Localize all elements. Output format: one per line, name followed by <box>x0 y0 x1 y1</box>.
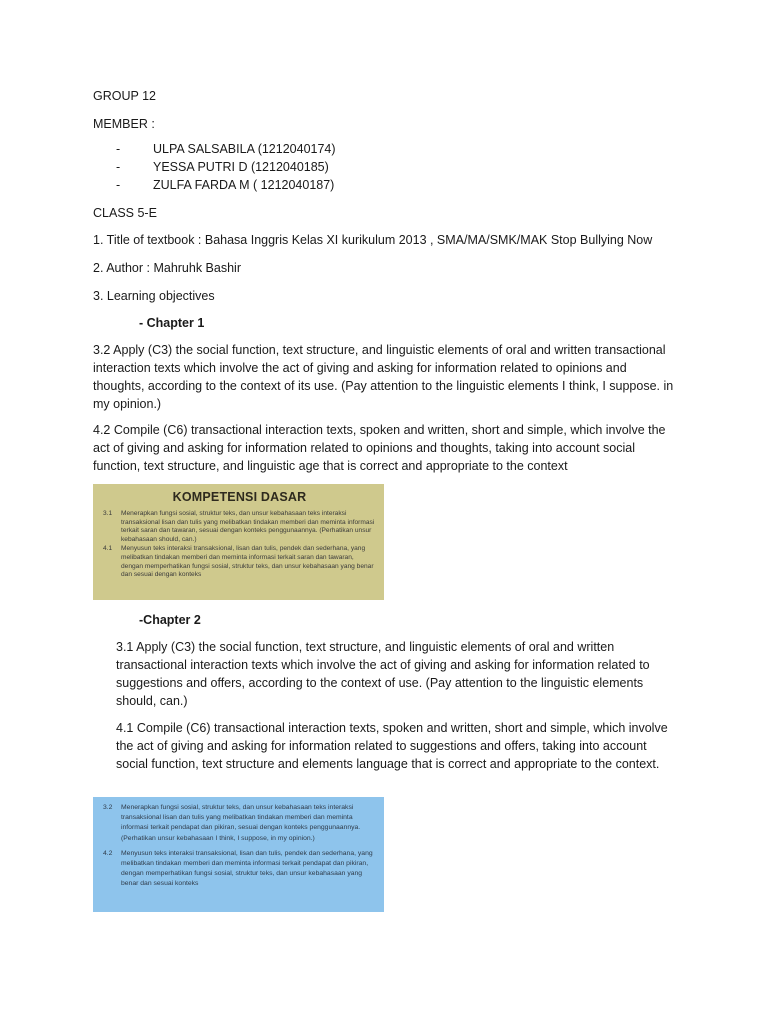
chapter2-heading: -Chapter 2 <box>139 613 201 627</box>
member-list <box>93 140 336 194</box>
objectives-heading: 3. Learning objectives <box>93 289 215 303</box>
kompetensi-dasar-header: KOMPETENSI DASAR <box>172 490 307 504</box>
bullet-dash: - <box>116 160 121 174</box>
member-name: ZULFA FARDA M ( 1212040187) <box>153 178 335 192</box>
list-item <box>93 176 336 194</box>
kd-row <box>103 545 376 579</box>
kd-text: Menerapkan fungsi sosial, struktur teks, dan unsur kebahasaan teks interaksi transaksional lisan dan tulis yang melibatkan tindakan memberi dan meminta informasi terkait pendapat dan pikiran, sesuai dengan konteks penggunaannya. (Perhatikan unsur kebahasaan I think, I suppose, in my opinion.) <box>121 804 361 842</box>
kd-text: Menerapkan fungsi sosial, struktur teks, dan unsur kebahasaan teks interaksi transaksional lisan dan tulis yang melibatkan tindakan memberi dan meminta informasi terkait saran dan tawaran, sesuai dengan konteks penggunaannya. (Perhatikan unsur kebahasaan should, can.) <box>121 510 375 543</box>
kd-number: 4.2 <box>103 849 113 857</box>
kd-text: Menyusun teks interaksi transaksional, lisan dan tulis, pendek dan sederhana, yang melibatkan tindakan memberi dan meminta informasi terkait saran dan tawaran, dengan memperhatikan fungsi sosial, struktur teks, dan unsur kebahasaan yang benar dan sesuai dengan konteks <box>121 545 374 579</box>
kd-number: 3.2 <box>103 804 113 811</box>
kompetensi-dasar-image-2 <box>93 797 384 912</box>
bullet-dash: - <box>116 178 121 192</box>
list-item <box>93 158 336 176</box>
kd-row <box>103 510 376 544</box>
chapter2-objective-3-1: 3.1 Apply (C3) the social function, text structure, and linguistic elements of oral and written transactional interaction texts which involve the act of giving and asking for information related to suggestions and offers, according to the context of use. (Pay attention to the linguistic elements should, can.) <box>116 640 650 708</box>
bullet-dash: - <box>116 142 121 156</box>
list-item <box>93 140 336 158</box>
member-name: ULPA SALSABILA (1212040174) <box>153 142 336 156</box>
class-label: CLASS 5-E <box>93 206 157 220</box>
kompetensi-dasar-image-1 <box>93 484 384 600</box>
group-label: GROUP 12 <box>93 89 156 103</box>
member-name: YESSA PUTRI D (1212040185) <box>153 160 329 174</box>
textbook-title: 1. Title of textbook : Bahasa Inggris Kelas XI kurikulum 2013 , SMA/MA/SMK/MAK Stop Bullying Now <box>93 233 653 247</box>
chapter1-heading: - Chapter 1 <box>139 316 205 330</box>
kd-row <box>103 849 376 890</box>
kd-text: Menyusun teks interaksi transaksional, lisan dan tulis, pendek dan sederhana, yang melibatkan tindakan memberi dan meminta informasi terkait pendapat dan pikiran, dengan memperhatikan fungsi sosial, struktur teks, dan unsur kebahasaan yang benar dan sesuai konteks <box>121 849 373 888</box>
author-line: 2. Author : Mahruhk Bashir <box>93 261 241 275</box>
kd-number: 3.1 <box>103 510 113 517</box>
kd-number: 4.1 <box>103 545 113 553</box>
chapter1-objective-3-2: 3.2 Apply (C3) the social function, text structure, and linguistic elements of oral and written transactional interaction texts which involve the act of giving and asking for information related to opinions and thoughts, according to the context of its use. (Pay attention to the linguistic elements I think, I suppose. in my opinion.) <box>93 343 674 411</box>
kd-row <box>103 803 376 844</box>
chapter2-objective-4-1: 4.1 Compile (C6) transactional interaction texts, spoken and written, short and simple, which involve the act of giving and asking for information related to suggestions and offers, taking into account social function, text structure and elements language that is correct and appropriate to the context. <box>116 721 668 771</box>
chapter1-objective-4-2: 4.2 Compile (C6) transactional interaction texts, spoken and written, short and simple, which involve the act of giving and asking for information related to opinions and thoughts, taking into account social function, text structure, and linguistic age that is correct and appropriate to the context <box>93 423 666 473</box>
member-label: MEMBER : <box>93 117 155 131</box>
